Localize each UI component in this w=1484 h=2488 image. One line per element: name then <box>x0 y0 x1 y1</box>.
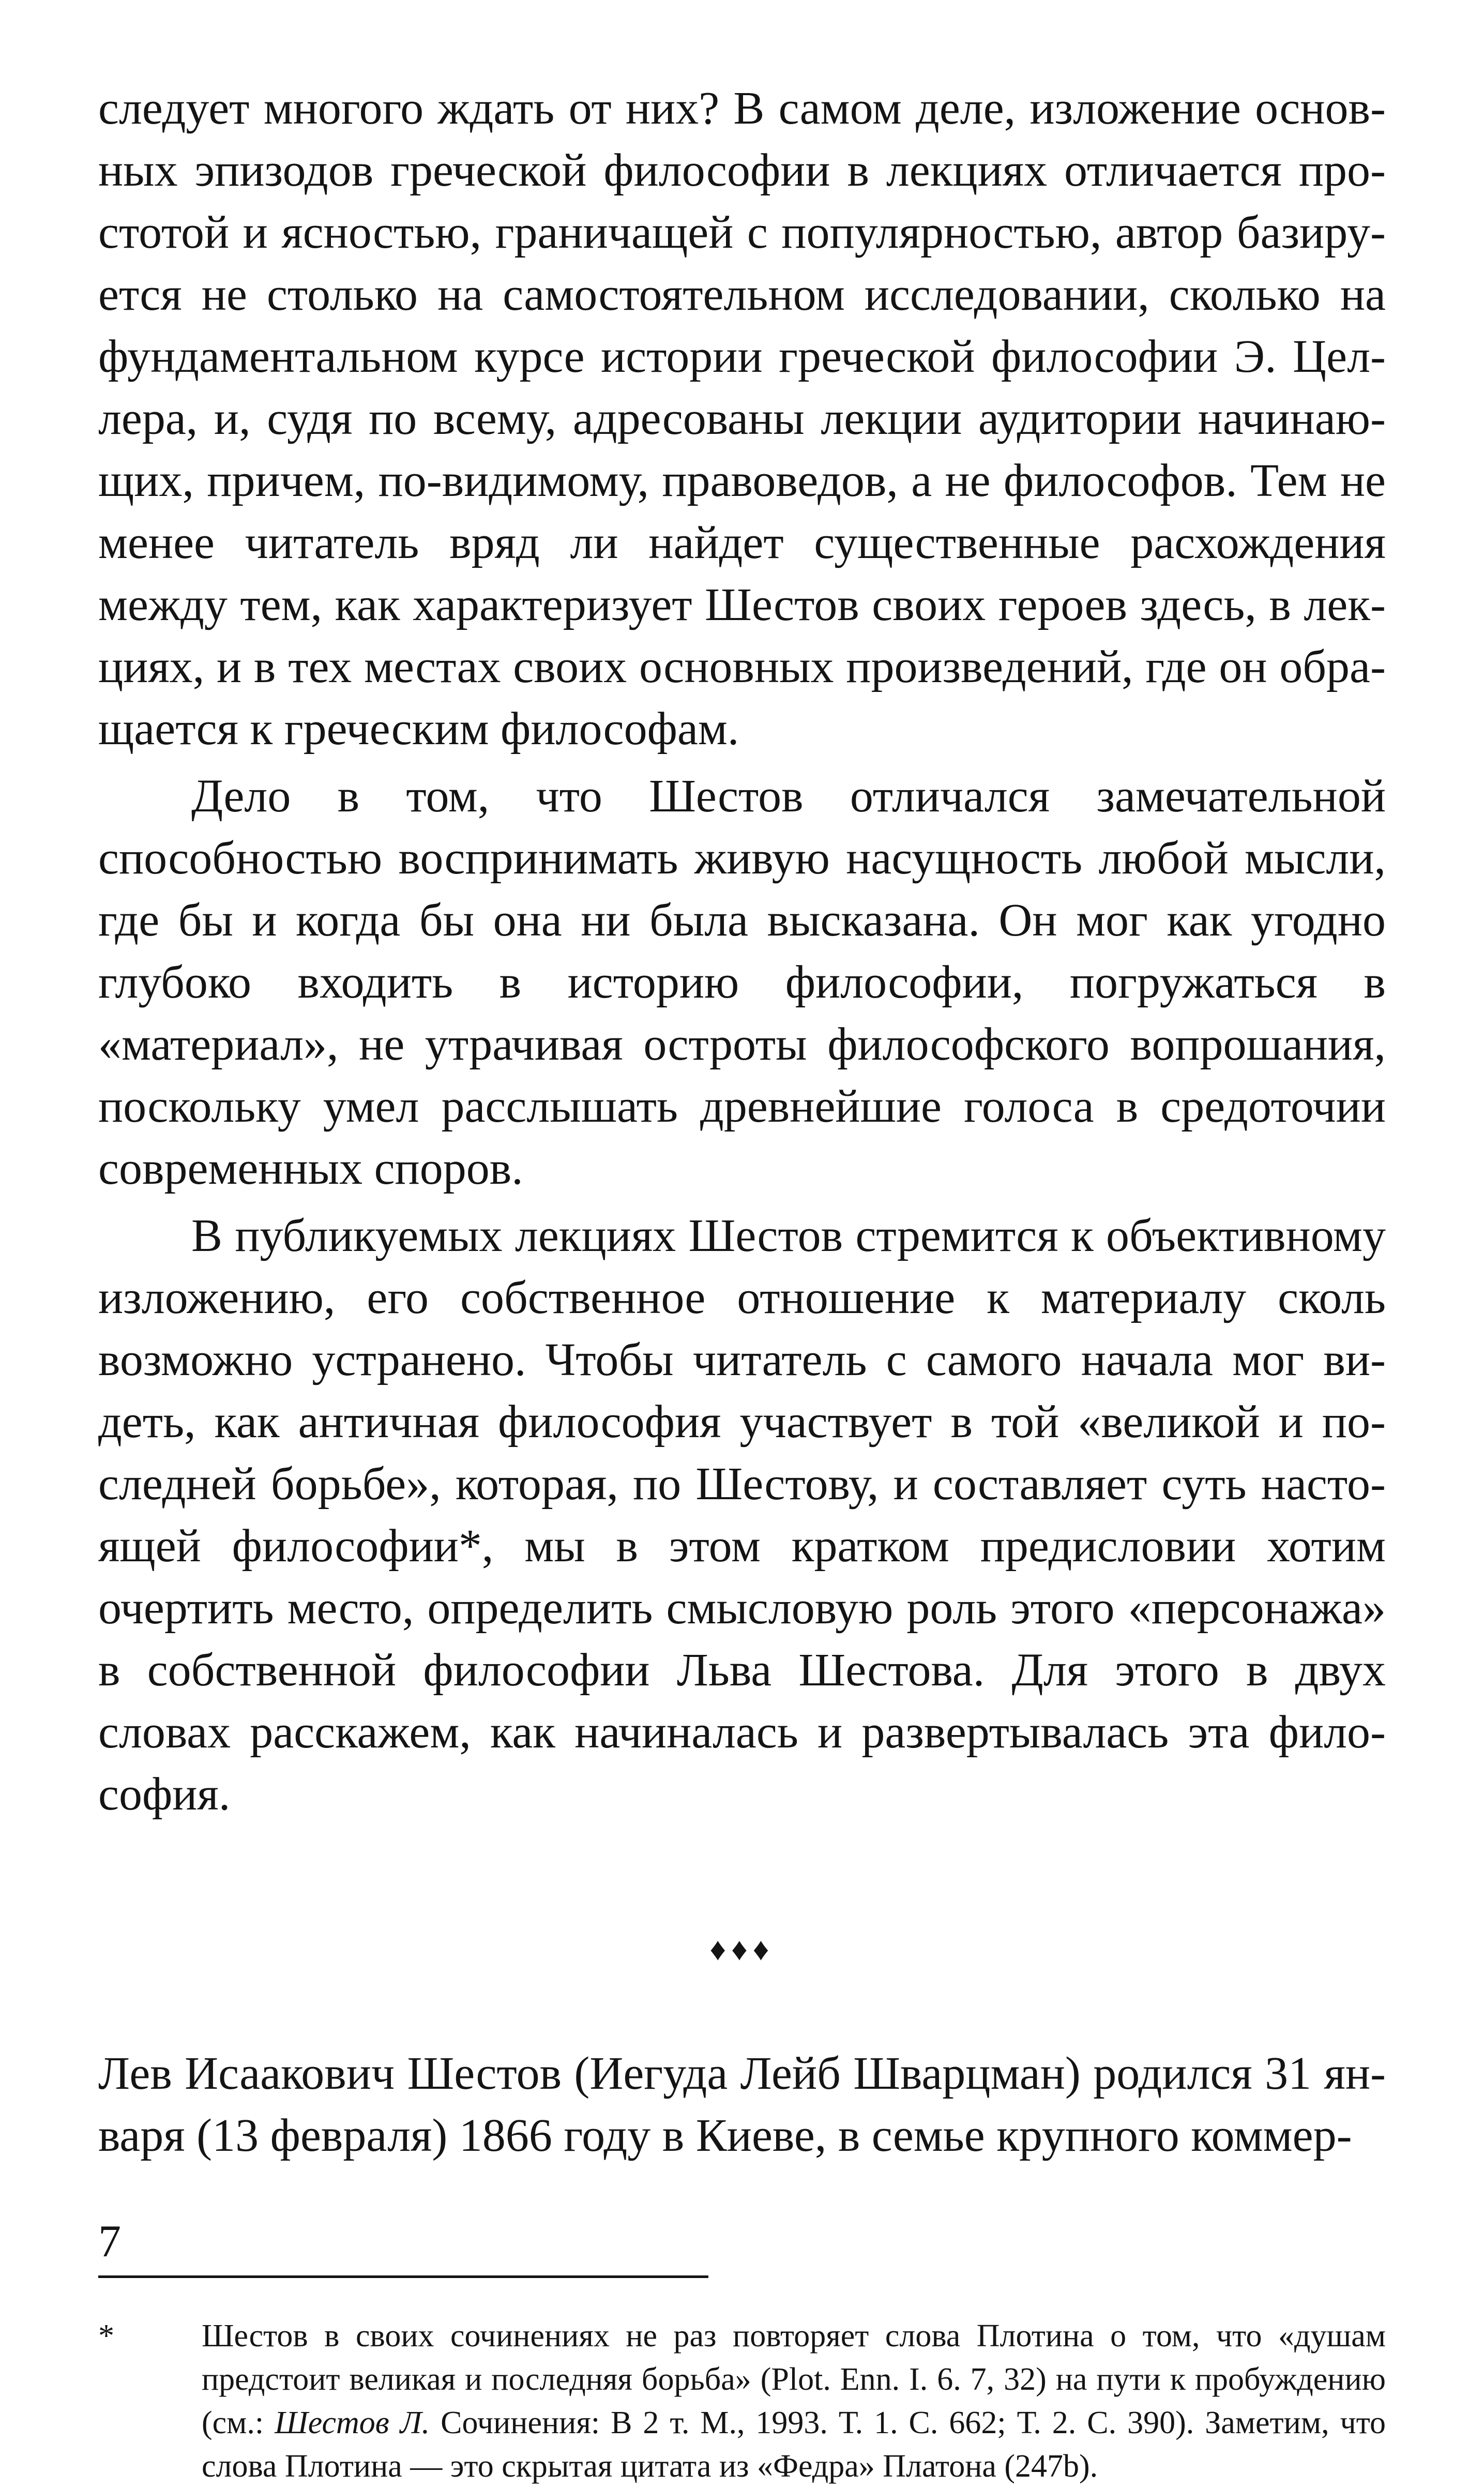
page-number: 7 <box>98 2216 121 2267</box>
page-body <box>98 78 1386 2488</box>
footnote-text-before: Шестов в своих сочинениях не раз повторяет слова Плотина о том, что «душам предстоит великая и последняя борьба» (Plot. Enn. I. 6. 7, 32) на пути к пробуждению (см.: <box>202 2318 1386 2440</box>
footnote-text <box>202 2314 1386 2488</box>
paragraph-3: В публикуемых лекциях Шестов стремится к объективному изложению, его собственное отношение к материалу сколь возможно устранено. Чтобы читатель с самого начала мог видеть, как античная философия участвует в той «великой и последней борьбе», которая, по Шестову, и составляет суть настоящей философии*, мы в этом кратком предисловии хотим очертить место, определить смысловую роль этого «персонажа» в собственной философии Льва Шестова. Для этого в двух словах расскажем, как начиналась и развертывалась эта философия. <box>98 1210 1386 1820</box>
footnote-marker: * <box>98 2318 114 2354</box>
paragraph-4: Лев Исаакович Шестов (Иегуда Лейб Шварцман) родился 31 января (13 февраля) 1866 году в Киеве, в семье крупного коммер- <box>98 2048 1386 2161</box>
section-divider: ♦♦♦ <box>709 1932 775 1967</box>
paragraph-2: Дело в том, что Шестов отличался замечательной способностью воспринимать живую насущность любой мысли, где бы и когда бы она ни была высказана. Он мог как угодно глубоко входить в историю философии, погружаться в «материал», не утрачивая остроты философского вопрошания, поскольку умел расслышать древнейшие голоса в средоточии современных споров. <box>98 771 1386 1194</box>
footnote-rule <box>98 2275 708 2278</box>
footnote <box>98 2314 1386 2488</box>
paragraph-1: следует многого ждать от них? В самом деле, изложение основных эпизодов греческой философии в лекциях отличается простотой и ясностью, граничащей с популярностью, автор базируется не столько на самостоятельном исследовании, сколько на фундаментальном курсе истории греческой философии Э. Целлера, и, судя по всему, адресованы лекции аудитории начинающих, причем, по-видимому, правоведов, а не философов. Тем не менее читатель вряд ли найдет существенные расхождения между тем, как характеризует Шестов своих героев здесь, в лекциях, и в тех местах своих основных произведений, где он обращается к греческим философам. <box>98 83 1386 755</box>
footnote-author: Шестов Л. <box>275 2405 430 2440</box>
footnote-text-after: Сочинения: В 2 т. М., 1993. Т. 1. С. 662; Т. 2. С. 390). Заметим, что слова Плотина — это скрытая цитата из «Федра» Платона (247b). <box>202 2405 1386 2484</box>
